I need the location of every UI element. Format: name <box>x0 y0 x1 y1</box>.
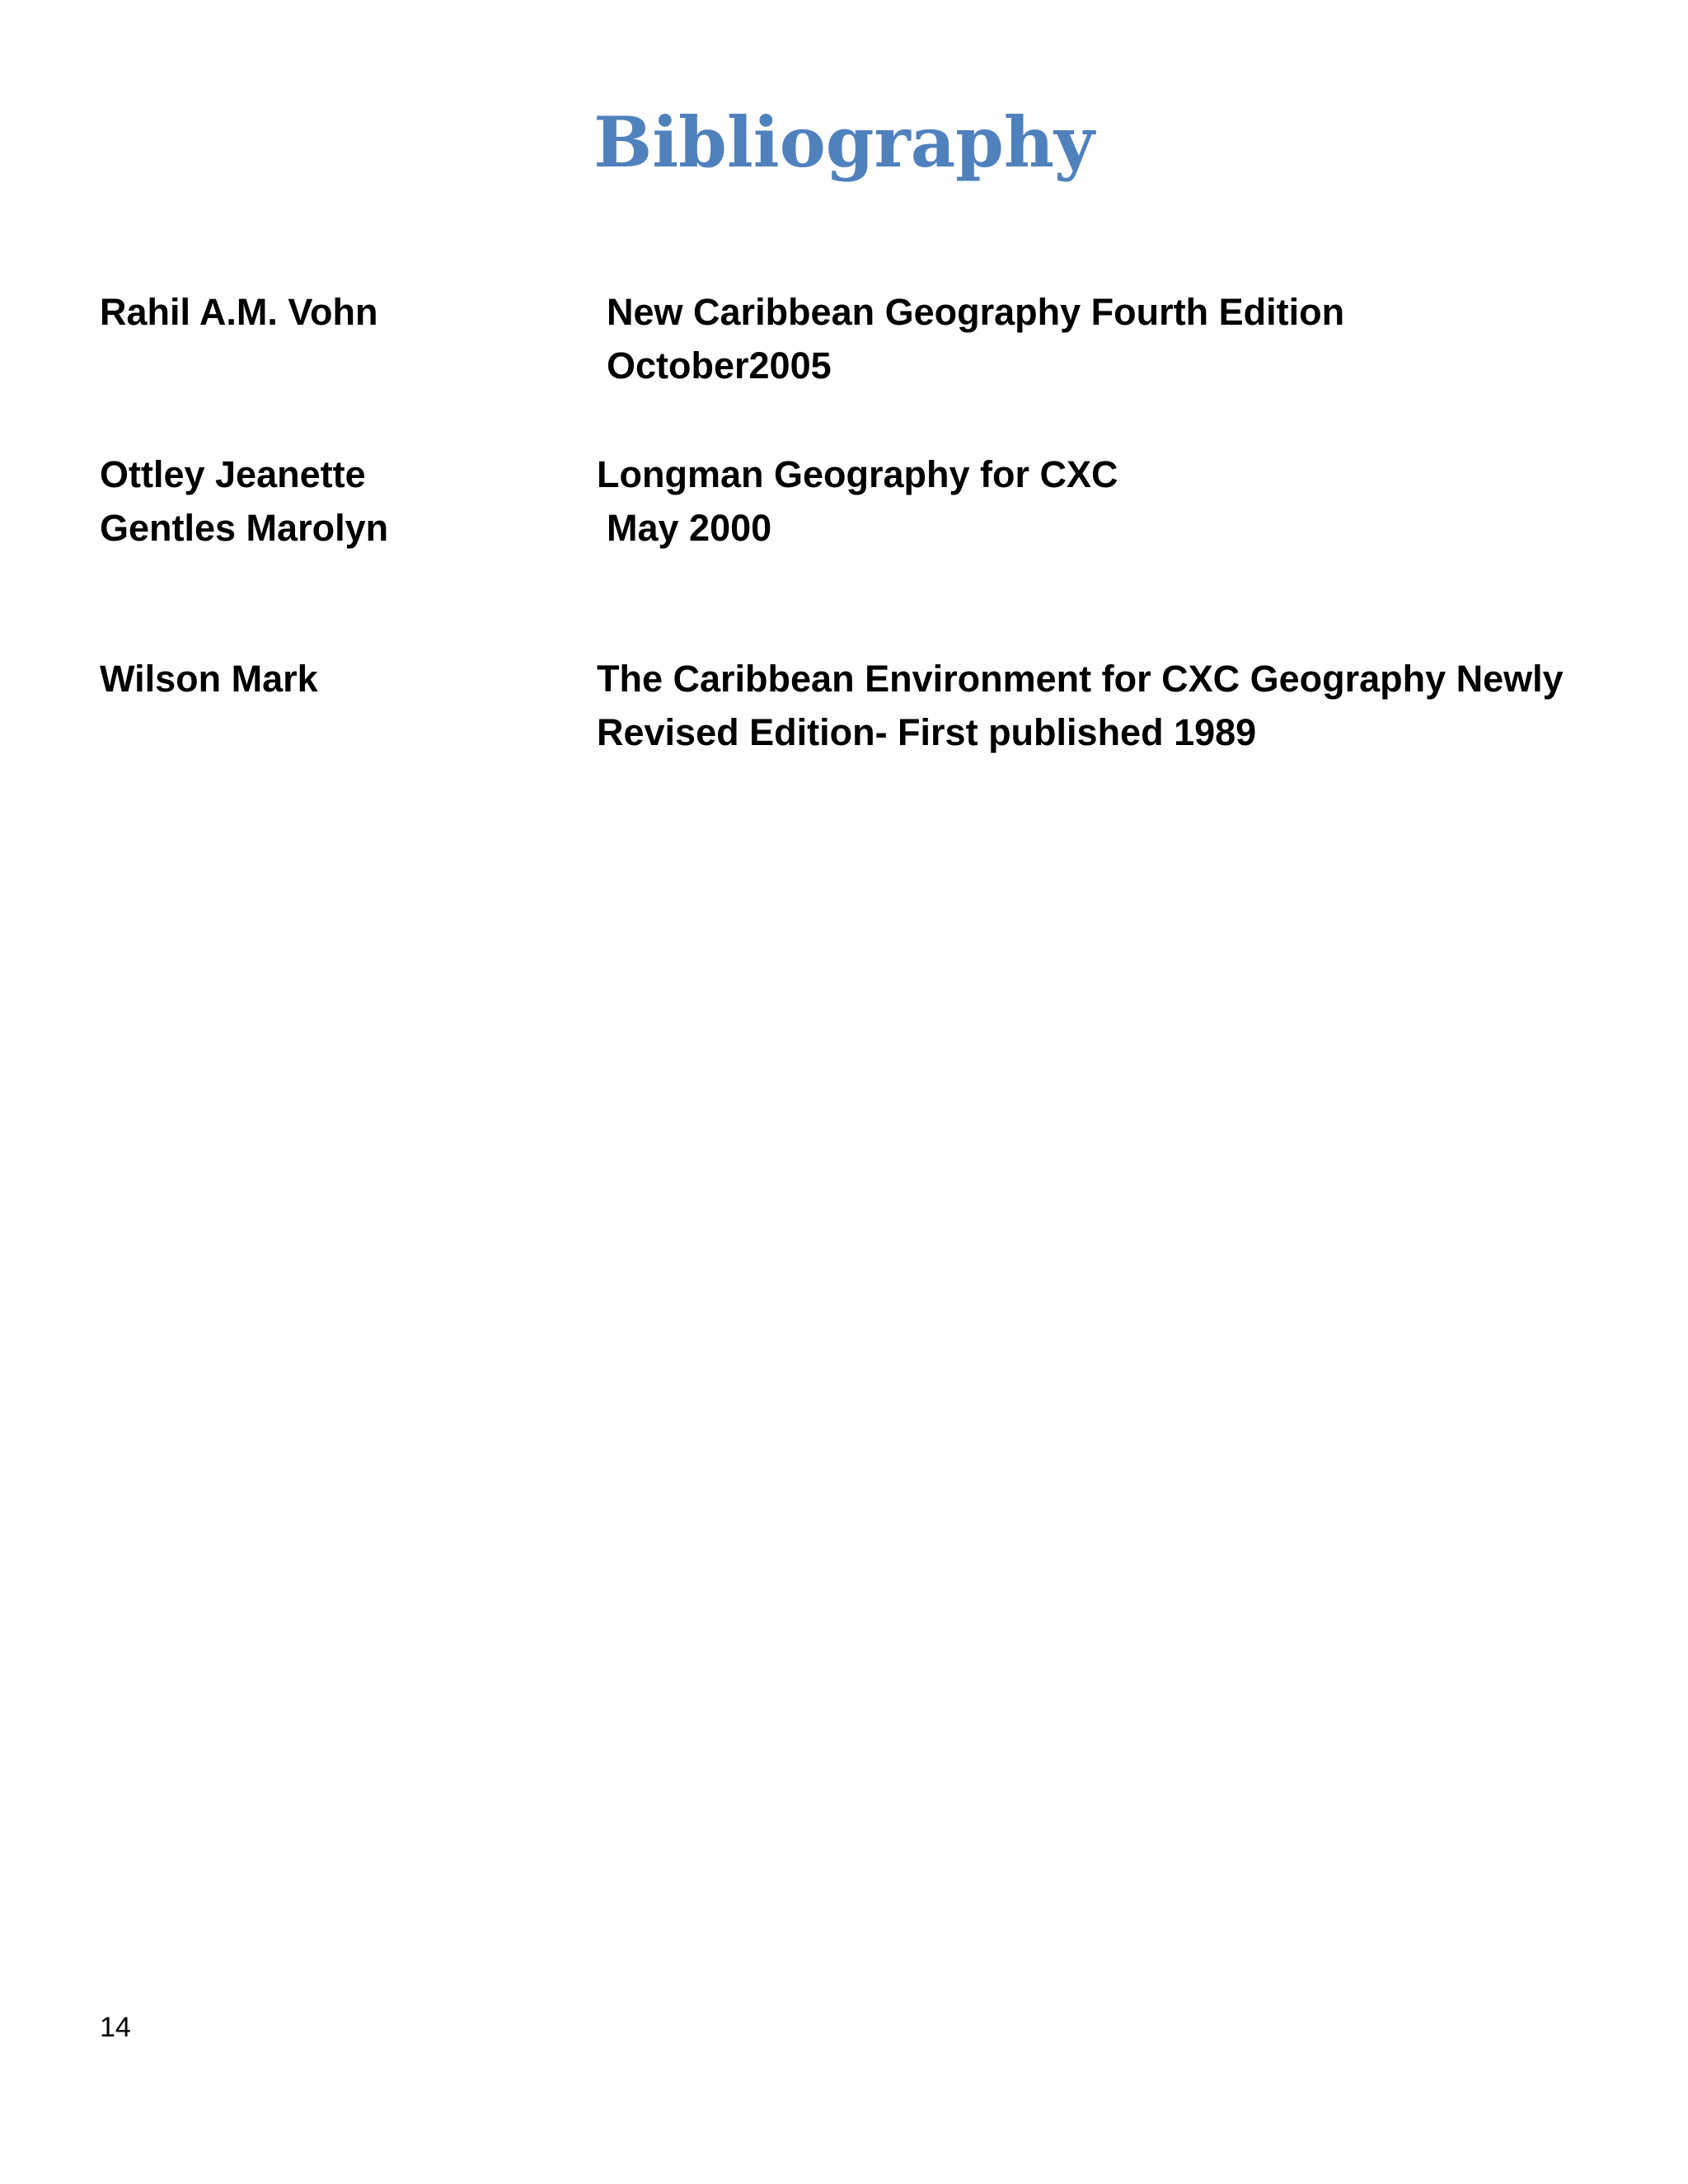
author-line: Ottley Jeanette <box>100 453 366 495</box>
bibliography-work <box>607 285 1344 392</box>
work-line: New Caribbean Geography Fourth Edition <box>607 291 1345 333</box>
bibliography-author <box>100 285 377 339</box>
page-number: 14 <box>100 2012 131 2043</box>
bibliography-work <box>597 448 1118 555</box>
work-line: The Caribbean Environment for CXC Geography Newly <box>597 658 1564 700</box>
work-line: Revised Edition- First published 1989 <box>597 711 1257 753</box>
bibliography-author <box>100 448 388 555</box>
work-line: October2005 <box>607 344 832 387</box>
work-line: Longman Geography for CXC <box>597 453 1118 495</box>
bibliography-author <box>100 652 318 705</box>
work-line: May 2000 <box>607 507 772 549</box>
author-line: Gentles Marolyn <box>100 507 389 549</box>
bibliography-work <box>597 652 1564 759</box>
page-title: Bibliography <box>593 101 1095 183</box>
author-line: Rahil A.M. Vohn <box>100 291 378 333</box>
author-line: Wilson Mark <box>100 658 318 700</box>
